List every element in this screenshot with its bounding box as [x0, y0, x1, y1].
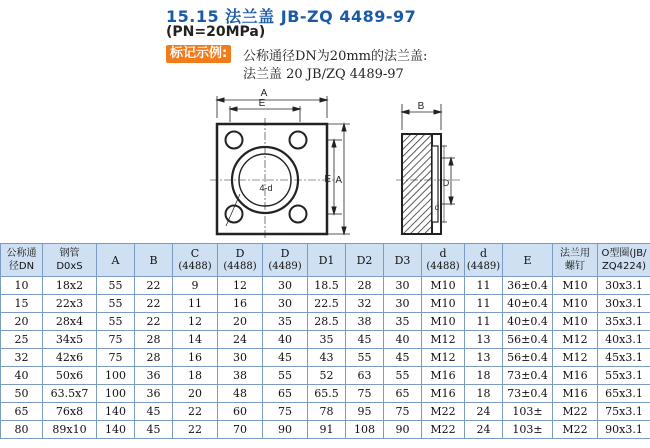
table-cell: 73±0.4 [503, 385, 553, 403]
table-cell: 55 [263, 367, 308, 385]
table-cell: 22 [173, 403, 218, 421]
table-cell: 75 [97, 349, 135, 367]
hole-callout-label: 4-d [259, 183, 273, 193]
column-header [308, 244, 346, 277]
table-row [1, 313, 650, 331]
table-cell: 22 [135, 313, 173, 331]
table-cell: 28 [135, 349, 173, 367]
table-cell: M10 [422, 277, 465, 295]
column-header [263, 244, 308, 277]
table-cell: 55 [384, 367, 422, 385]
example-designation: 法兰盖 20 JB/ZQ 4489-97 [243, 67, 404, 82]
table-cell: 28 [135, 331, 173, 349]
table-cell: 36±0.4 [503, 277, 553, 295]
table-cell: 30x3.1 [598, 277, 650, 295]
table-cell: 65 [384, 385, 422, 403]
column-header-main: D [280, 247, 290, 260]
column-header-sub: (4488) [426, 261, 460, 272]
table-cell: 28x4 [43, 313, 97, 331]
table-cell: 9 [173, 277, 218, 295]
table-cell: 24 [465, 421, 503, 439]
table-cell: 34x5 [43, 331, 97, 349]
column-header [173, 244, 218, 277]
table-cell: 75 [263, 403, 308, 421]
column-header-main: 钢管 [59, 248, 80, 259]
table-cell: 14 [173, 331, 218, 349]
table-cell: 35 [263, 313, 308, 331]
table-cell: M10 [553, 313, 598, 331]
table-cell: M12 [422, 349, 465, 367]
table-cell: 100 [97, 367, 135, 385]
table-cell: 65x3.1 [598, 385, 650, 403]
front-view [210, 96, 350, 240]
table-cell: 91 [308, 421, 346, 439]
table-cell: 38 [346, 313, 384, 331]
table-row [1, 295, 650, 313]
table-row [1, 385, 650, 403]
table-cell: M22 [553, 403, 598, 421]
table-cell: 45 [384, 349, 422, 367]
table-cell: 30 [263, 277, 308, 295]
column-header [135, 244, 173, 277]
table-cell: M16 [553, 385, 598, 403]
table-cell: 22.5 [308, 295, 346, 313]
column-header-sub: (4489) [268, 261, 302, 272]
table-row [1, 277, 650, 295]
column-header [97, 244, 135, 277]
table-cell: M12 [553, 331, 598, 349]
column-header-main: C [190, 247, 200, 260]
table-cell: 36 [135, 367, 173, 385]
table-row [1, 403, 650, 421]
column-header-main: D1 [318, 253, 335, 267]
column-header [503, 244, 553, 277]
table-cell: 75 [384, 403, 422, 421]
table-cell: 65 [263, 385, 308, 403]
table-cell: 73±0.4 [503, 367, 553, 385]
table-cell: 28 [346, 277, 384, 295]
table-cell: 11 [465, 277, 503, 295]
column-header-sub: 螺钉 [565, 261, 585, 272]
table-cell: 13 [465, 331, 503, 349]
column-header-main: E [523, 253, 532, 267]
table-cell: 45 [263, 349, 308, 367]
column-header [598, 244, 650, 277]
specification-table [0, 243, 650, 439]
table-cell: 75 [97, 331, 135, 349]
table-row [1, 367, 650, 385]
table-cell: 103± [503, 403, 553, 421]
table-cell: M12 [422, 331, 465, 349]
column-header-main: 法兰用 [560, 248, 590, 259]
table-cell: 42x6 [43, 349, 97, 367]
table-cell: 56±0.4 [503, 331, 553, 349]
table-cell: 30x3.1 [598, 295, 650, 313]
table-cell: 18 [173, 367, 218, 385]
table-cell: 75x3.1 [598, 403, 650, 421]
table-cell: 20 [218, 313, 263, 331]
table-cell: 32 [1, 349, 43, 367]
table-cell: 11 [465, 295, 503, 313]
table-cell: 16 [173, 349, 218, 367]
table-cell: 78 [308, 403, 346, 421]
table-cell: 63.5x7 [43, 385, 97, 403]
table-cell: 13 [465, 349, 503, 367]
column-header-main: D3 [394, 253, 411, 267]
table-cell: 30 [218, 349, 263, 367]
column-header-main: D2 [356, 253, 373, 267]
table-cell: 30 [384, 277, 422, 295]
column-header-sub: (4488) [178, 261, 212, 272]
column-header-main: A [111, 253, 120, 267]
column-header [43, 244, 97, 277]
table-cell: 32 [346, 295, 384, 313]
table-cell: M16 [422, 367, 465, 385]
table-cell: M16 [553, 367, 598, 385]
table-cell: M10 [422, 295, 465, 313]
column-header [218, 244, 263, 277]
table-cell: 65.5 [308, 385, 346, 403]
dim-label-B: B [417, 101, 425, 112]
table-cell: M10 [553, 277, 598, 295]
table-cell: 30 [384, 295, 422, 313]
table-cell: 65 [1, 403, 43, 421]
table-row [1, 421, 650, 439]
table-cell: 90x3.1 [598, 421, 650, 439]
table-cell: M22 [553, 421, 598, 439]
table-cell: 20 [173, 385, 218, 403]
table-cell: 35x3.1 [598, 313, 650, 331]
dim-label-A-top: A [260, 88, 268, 99]
dim-label-E-side: E [324, 174, 331, 185]
table-cell: 40 [263, 331, 308, 349]
table-body [1, 277, 650, 439]
table-cell: 18x2 [43, 277, 97, 295]
table-cell: 18 [465, 385, 503, 403]
column-header [1, 244, 43, 277]
column-header-sub: (4488) [223, 261, 257, 272]
table-cell: 40±0.4 [503, 295, 553, 313]
table-cell: 28.5 [308, 313, 346, 331]
column-header-main: D [235, 247, 245, 260]
table-cell: 55 [97, 313, 135, 331]
column-header-main: B [149, 253, 158, 267]
column-header [465, 244, 503, 277]
table-cell: 18.5 [308, 277, 346, 295]
table-cell: M22 [422, 421, 465, 439]
table-cell: 95 [346, 403, 384, 421]
column-header-sub: (4489) [466, 261, 501, 272]
table-cell: 76x8 [43, 403, 97, 421]
table-cell: M22 [422, 403, 465, 421]
table-cell: 45 [135, 421, 173, 439]
table-cell: 103± [503, 421, 553, 439]
table-cell: 10 [1, 277, 43, 295]
table-cell: 40 [1, 367, 43, 385]
column-header-main: 公称通 [6, 248, 37, 259]
example-tag: 标记示例: [166, 45, 231, 63]
dim-label-A-side: A [335, 175, 342, 186]
table-cell: 55 [346, 349, 384, 367]
table-cell: 40 [384, 331, 422, 349]
table-cell: 35 [384, 313, 422, 331]
table-cell: 89x10 [43, 421, 97, 439]
column-header [422, 244, 465, 277]
table-cell: 90 [263, 421, 308, 439]
table-cell: 63 [346, 367, 384, 385]
column-header [346, 244, 384, 277]
column-header-main: d [479, 247, 488, 260]
table-cell: 20 [1, 313, 43, 331]
table-cell: 80 [1, 421, 43, 439]
table-cell: 16 [218, 295, 263, 313]
table-cell: 15 [1, 295, 43, 313]
column-header-sub: D0xS [56, 261, 83, 272]
table-cell: M10 [422, 313, 465, 331]
table-cell: 55x3.1 [598, 367, 650, 385]
example-description: 公称通径DN为20mm的法兰盖: [243, 49, 428, 64]
column-header-main: O型圈(JB/ [601, 248, 647, 259]
table-cell: 18 [465, 367, 503, 385]
table-cell: 90 [384, 421, 422, 439]
page-title: 15.15 法兰盖 JB-ZQ 4489-97 [166, 7, 417, 26]
table-cell: 140 [97, 403, 135, 421]
table-row [1, 349, 650, 367]
table-cell: M16 [422, 385, 465, 403]
table-cell: 56±0.4 [503, 349, 553, 367]
table-cell: 12 [218, 277, 263, 295]
dim-label-E-top: E [258, 98, 266, 109]
table-cell: 22 [135, 277, 173, 295]
table-cell: 30 [263, 295, 308, 313]
table-cell: 25 [1, 331, 43, 349]
side-view [396, 104, 460, 234]
table-cell: 50x6 [43, 367, 97, 385]
table-cell: 45 [346, 331, 384, 349]
table-cell: 75 [346, 385, 384, 403]
table-cell: 55 [97, 277, 135, 295]
table-cell: 140 [97, 421, 135, 439]
table-cell: 40±0.4 [503, 313, 553, 331]
table-cell: 38 [218, 367, 263, 385]
table-cell: M12 [553, 349, 598, 367]
table-cell: 35 [308, 331, 346, 349]
table-cell: 50 [1, 385, 43, 403]
table-cell: 22 [135, 295, 173, 313]
column-header-sub: ZQ4224) [601, 261, 647, 272]
table-cell: 45x3.1 [598, 349, 650, 367]
table-cell: 22x3 [43, 295, 97, 313]
dim-label-D: D [442, 178, 450, 188]
page-subtitle: (PN=20MPa) [166, 24, 266, 40]
column-header [553, 244, 598, 277]
table-cell: 43 [308, 349, 346, 367]
table-cell: M10 [553, 295, 598, 313]
table-header-row [1, 244, 650, 277]
table-cell: 60 [218, 403, 263, 421]
table-cell: 55 [97, 295, 135, 313]
table-cell: 100 [97, 385, 135, 403]
column-header-sub: 径DN [8, 261, 35, 272]
table-cell: 24 [465, 403, 503, 421]
table-cell: 11 [465, 313, 503, 331]
table-cell: 11 [173, 295, 218, 313]
table-cell: 40x3.1 [598, 331, 650, 349]
table-row [1, 331, 650, 349]
table-cell: 22 [173, 421, 218, 439]
table-cell: 24 [218, 331, 263, 349]
table-cell: 48 [218, 385, 263, 403]
table-cell: 70 [218, 421, 263, 439]
table-cell: 52 [308, 367, 346, 385]
table-cell: 108 [346, 421, 384, 439]
column-header [384, 244, 422, 277]
table-cell: 36 [135, 385, 173, 403]
table-cell: 12 [173, 313, 218, 331]
column-header-main: d [439, 247, 447, 260]
dim-label-d: d [434, 203, 440, 212]
table-cell: 45 [135, 403, 173, 421]
